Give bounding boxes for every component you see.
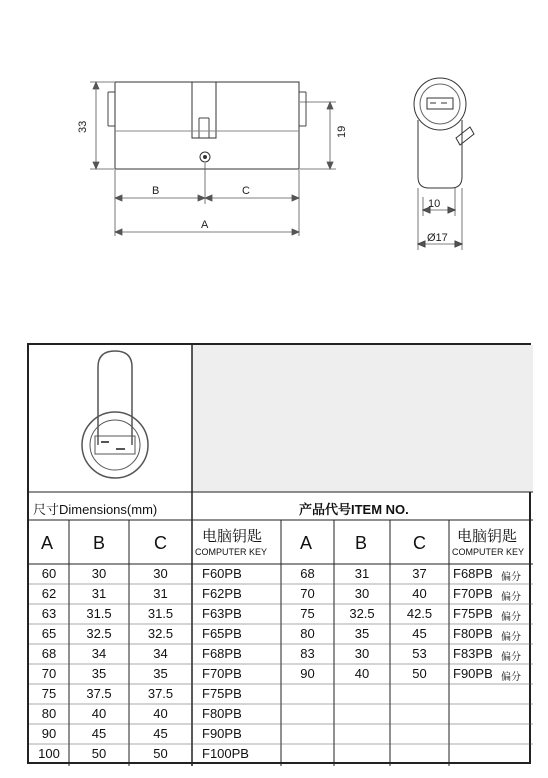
table-cell: 30 [153,566,168,581]
col-header-c: C [154,533,167,553]
item-code-cell: F70PB [453,586,493,601]
cylinder-side-view [108,82,306,169]
offset-note-cell: 偏分 [501,612,521,623]
item-code-cell: F68PB [202,646,242,661]
offset-note-cell: 偏分 [501,572,521,583]
item-code-cell: F70PB [202,666,242,681]
item-code-cell: F63PB [202,606,242,621]
table-cell: 62 [41,586,57,601]
dim-a-label: A [201,219,209,231]
table-cell: 40 [153,706,168,721]
table-cell: 100 [38,746,60,761]
item-number-header: 产品代号ITEM NO. [299,502,409,517]
table-cell: 50 [412,666,427,681]
offset-note-cell: 偏分 [501,652,521,663]
table-cell: 50 [153,746,168,761]
table-cell: 37.5 [147,686,174,701]
table-cell: 30 [91,566,107,581]
col-header-a-2: A [300,533,313,553]
col-header-b: B [93,533,106,553]
table-cell: 53 [412,646,427,661]
table-cell: 70 [300,586,315,601]
table-cell: 34 [91,646,107,661]
table-cell: 45 [91,726,107,741]
offset-note-cell: 偏分 [501,592,521,603]
item-code-cell: F80PB [202,706,242,721]
table-cell: 32.5 [349,606,375,621]
table-cell: 65 [41,626,57,641]
table-cell: 80 [300,626,315,641]
table-cell: 70 [41,666,57,681]
offset-note-cell: 偏分 [501,672,521,683]
item-code-cell: F100PB [202,746,249,761]
spec-table [27,343,531,764]
item-code-cell: F75PB [202,686,242,701]
table-cell: 40 [354,666,370,681]
table-cell: 75 [300,606,315,621]
dim-10-label: 10 [428,198,441,210]
item-code-cell: F80PB [453,626,493,641]
table-cell: 31 [153,586,168,601]
table-cell: 31 [354,566,370,581]
table-cell: 34 [153,646,168,661]
dim-b-label: B [152,185,160,197]
item-code-cell: F90PB [453,666,493,681]
table-cell: 90 [41,726,57,741]
table-cell: 37 [412,566,427,581]
dim-c-label: C [242,185,250,197]
table-cell: 40 [412,586,427,601]
table-cell: 83 [300,646,315,661]
col-header-c-2: C [413,533,426,553]
technical-drawing [0,0,548,340]
table-cell: 45 [153,726,168,741]
table-cell: 90 [300,666,315,681]
dim-33-label: 33 [77,120,89,133]
table-cell: 32.5 [147,626,174,641]
dim-17-label: Ø17 [427,232,448,244]
table-cell: 40 [91,706,107,721]
table-cell: 68 [300,566,315,581]
dim-19-label: 19 [336,125,348,138]
col-header-key-cn-2: 电脑钥匙 [457,528,518,545]
table-cell: 50 [91,746,107,761]
item-code-cell: F62PB [202,586,242,601]
table-cell: 35 [91,666,107,681]
table-cell: 80 [41,706,57,721]
dimensions-header: 尺寸Dimensions(mm) [33,502,158,517]
item-code-cell: F90PB [202,726,242,741]
table-cell: 42.5 [406,606,433,621]
table-cell: 31.5 [86,606,112,621]
cylinder-end-thumbnail [82,351,148,478]
table-cell: 30 [354,646,370,661]
table-cell: 75 [41,686,57,701]
col-header-b-2: B [355,533,368,553]
col-header-key-en: COMPUTER KEY [195,547,268,557]
col-header-a: A [41,533,54,553]
table-cell: 32.5 [86,626,112,641]
table-cell: 60 [41,566,57,581]
table-cell: 35 [354,626,370,641]
item-code-cell: F65PB [202,626,242,641]
item-code-cell: F83PB [453,646,493,661]
table-cell: 31 [91,586,107,601]
col-header-key-cn: 电脑钥匙 [202,528,263,545]
offset-note-cell: 偏分 [501,632,521,643]
cylinder-end-view [414,78,474,250]
table-cell: 68 [41,646,57,661]
table-cell: 37.5 [86,686,112,701]
table-cell: 45 [412,626,427,641]
table-cell: 63 [41,606,57,621]
item-code-cell: F68PB [453,566,493,581]
item-code-cell: F75PB [453,606,493,621]
table-cell: 35 [153,666,168,681]
item-code-cell: F60PB [202,566,242,581]
col-header-key-en-2: COMPUTER KEY [452,547,525,557]
table-cell: 31.5 [147,606,174,621]
table-cell: 30 [354,586,370,601]
